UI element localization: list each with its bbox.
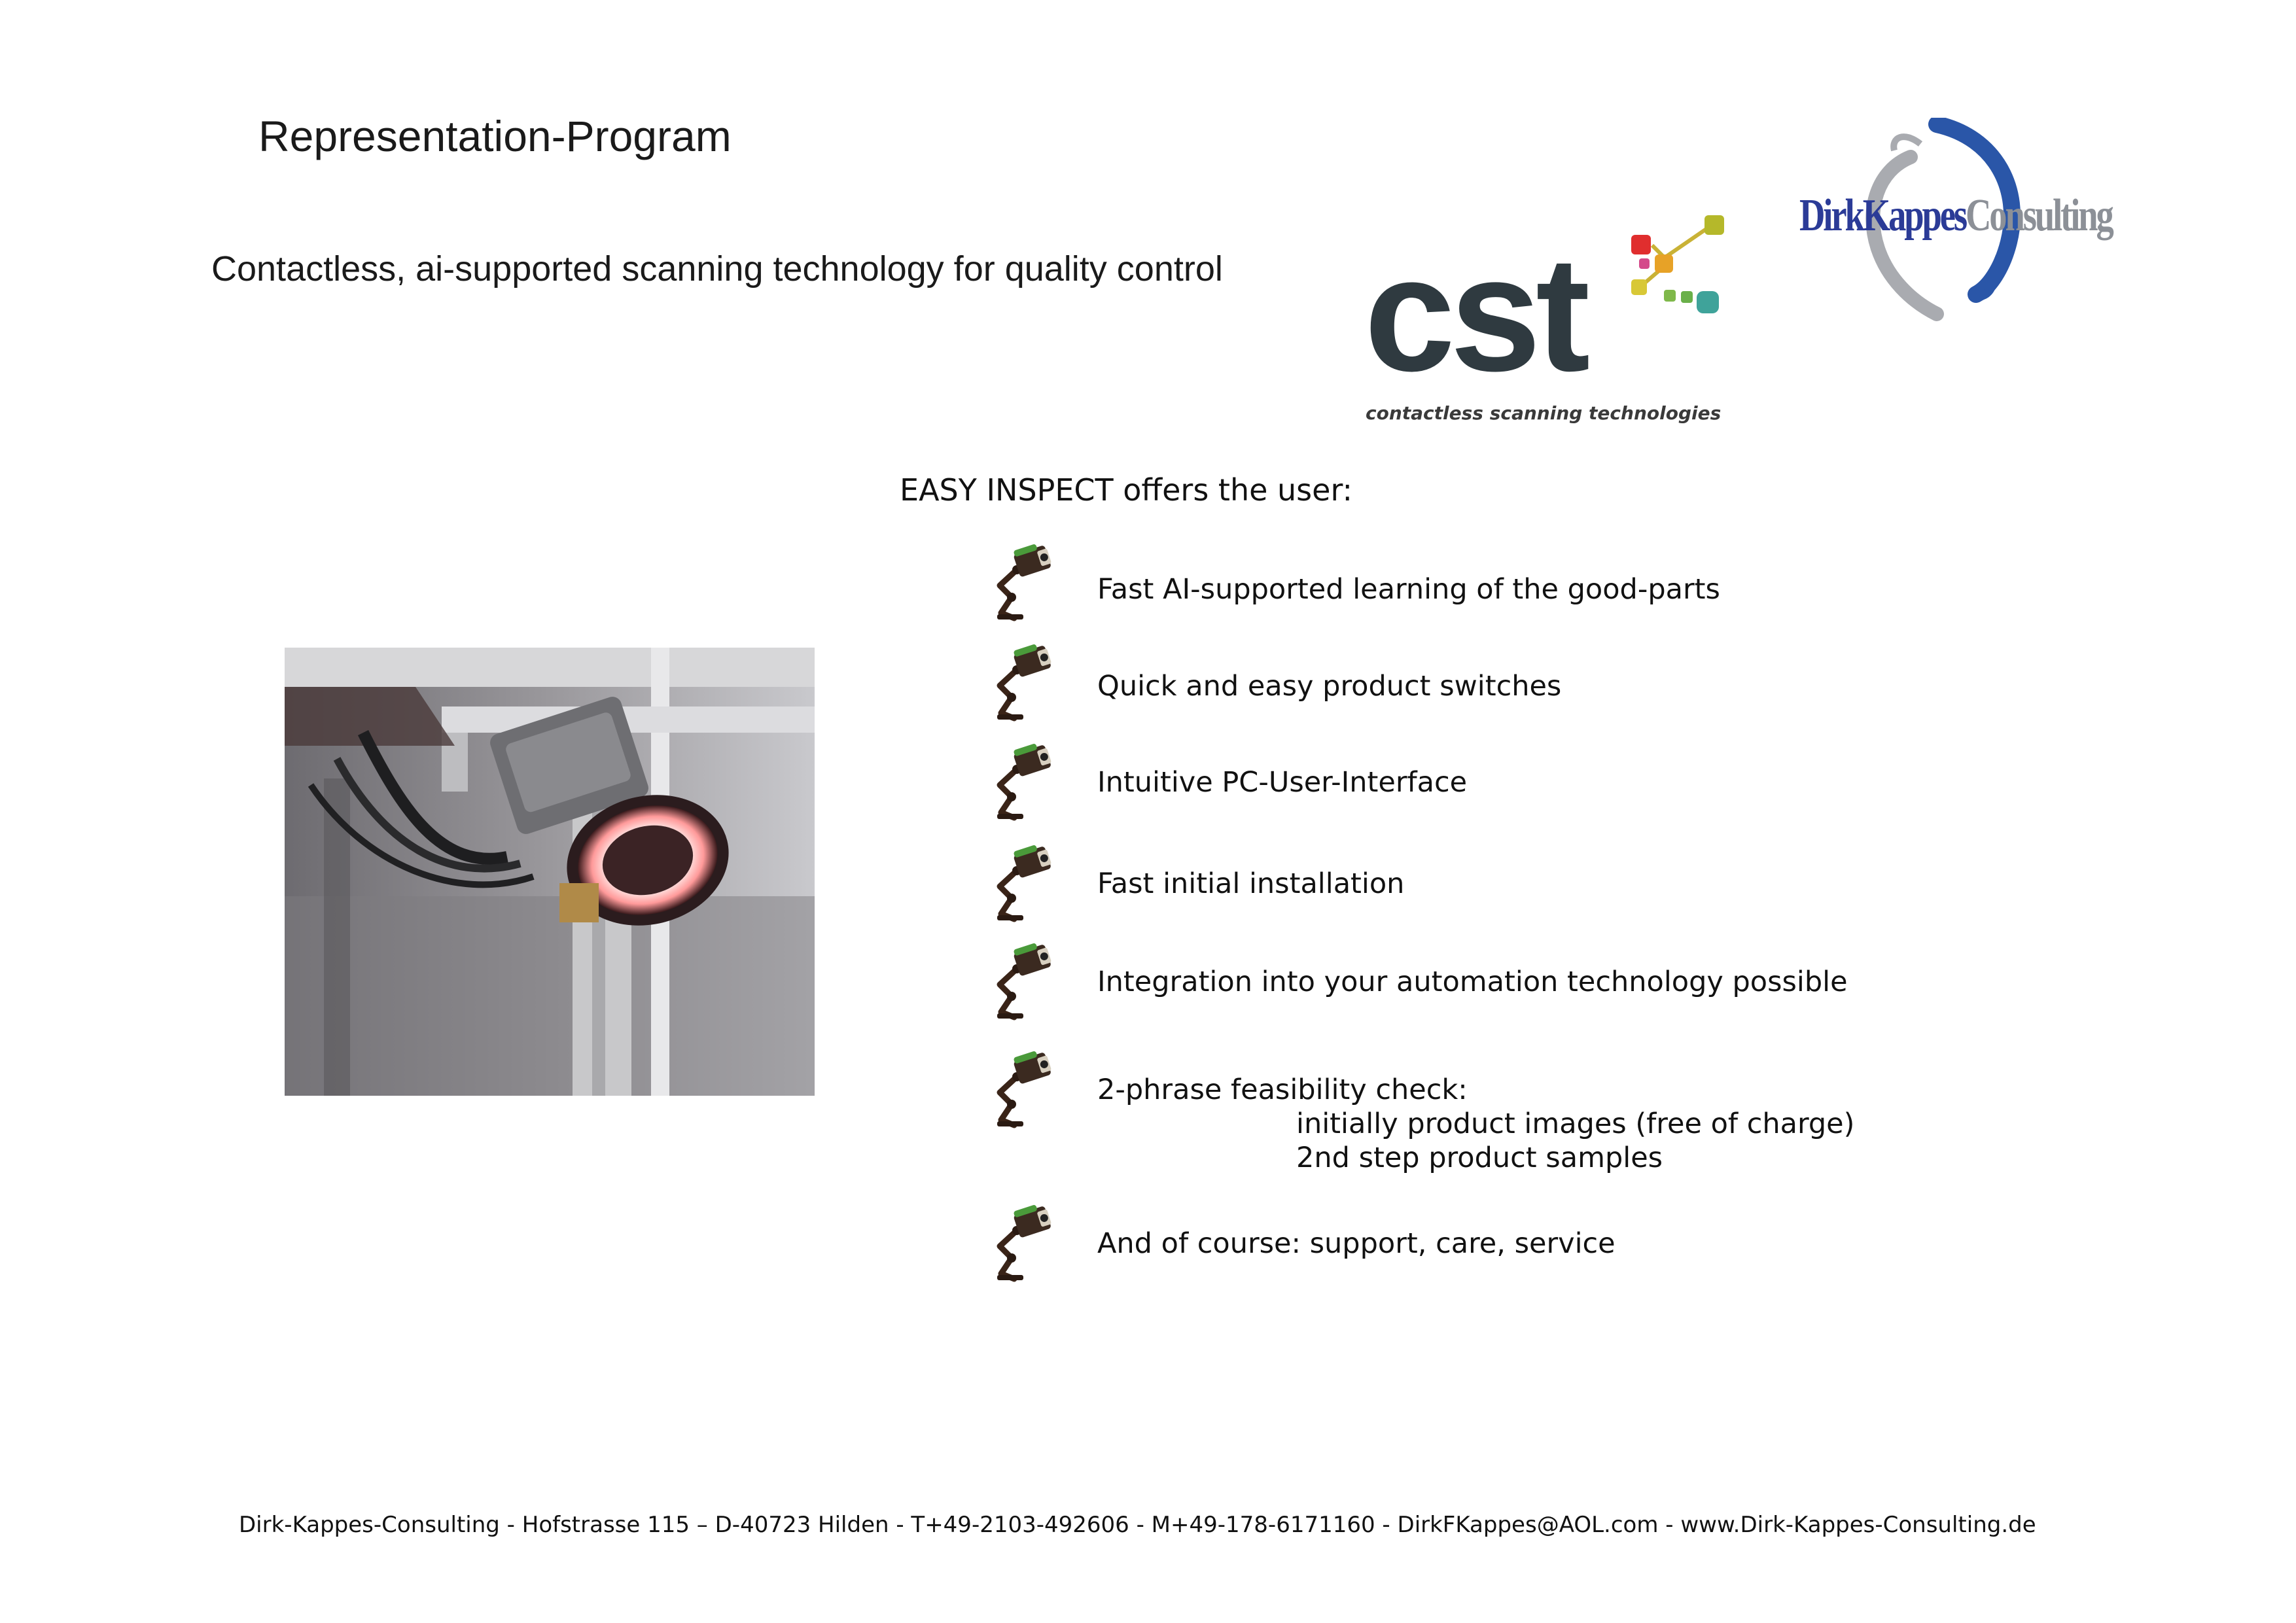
robot-arm-camera-icon [988, 739, 1053, 821]
feature-text [1097, 572, 1720, 606]
feature-label: Integration into your automation technology possible [1097, 966, 1848, 998]
robot-arm-camera-icon [988, 1047, 1053, 1128]
feature-label: Fast initial installation [1097, 867, 1405, 900]
robot-arm-camera-icon [988, 1200, 1053, 1282]
feature-text [1097, 1073, 1854, 1175]
feature-label: Intuitive PC-User-Interface [1097, 766, 1468, 799]
feature-text [1097, 965, 1848, 999]
feature-subitem: 2nd step product samples [1296, 1142, 1663, 1174]
product-photo [285, 648, 815, 1096]
cst-logo-mark-icon [1613, 206, 1731, 330]
page-title: Representation-Program [258, 112, 732, 160]
feature-label: Fast AI-supported learning of the good-parts [1097, 573, 1720, 606]
cst-logo-word: cst [1364, 222, 1585, 405]
feature-label: Quick and easy product switches [1097, 670, 1562, 703]
dkc-logo-text-part2: Consulting [1965, 190, 2112, 241]
section-heading: EASY INSPECT offers the user: [900, 472, 1353, 508]
cst-logo-tagline: contactless scanning technologies [1366, 402, 1722, 424]
footer-contact: Dirk-Kappes-Consulting - Hofstrasse 115 – D-40723 Hilden - T+49-2103-492606 - M+49-178-6171160 - DirkFKappes@AOL.com - www.Dirk-Kappes-Consulting.de [239, 1512, 2036, 1538]
dkc-logo-text [1799, 190, 2112, 242]
feature-text [1097, 669, 1561, 703]
feature-label: 2-phrase feasibility check: [1097, 1073, 1468, 1106]
feature-text [1097, 1227, 1616, 1261]
feature-text [1097, 867, 1404, 901]
feature-label: And of course: support, care, service [1097, 1227, 1616, 1260]
robot-arm-camera-icon [988, 640, 1053, 722]
robot-arm-camera-icon [988, 939, 1053, 1021]
robot-arm-camera-icon [988, 841, 1053, 922]
feature-subitem: initially product images (free of charge) [1296, 1108, 1855, 1140]
dkc-logo-text-part1: DirkKappes [1799, 190, 1966, 241]
dkc-logo [1780, 118, 2112, 327]
page-subtitle: Contactless, ai-supported scanning technology for quality control [211, 249, 1223, 288]
cst-logo [1358, 206, 1734, 438]
robot-arm-camera-icon [988, 540, 1053, 621]
feature-text [1097, 765, 1467, 799]
